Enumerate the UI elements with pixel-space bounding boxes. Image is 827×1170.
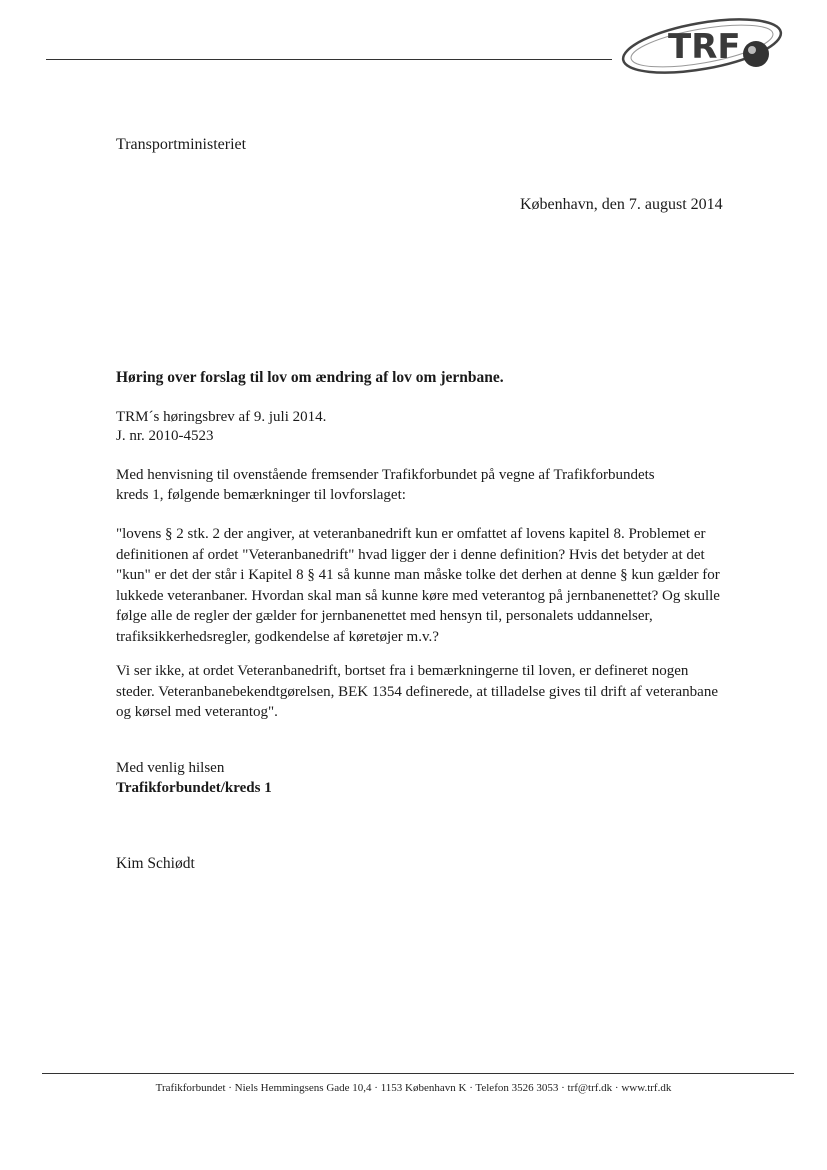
organization-name: Trafikforbundet/kreds 1 — [116, 780, 272, 796]
text-line: lukkede veteranbaner. Hvordan skal man så kunne køre med veterantog på jernbanenettet? Og skulle — [116, 587, 720, 604]
trf-logo — [616, 14, 786, 76]
text-line: Med henvisning til ovenstående fremsender Trafikforbundet på vegne af Trafikforbundets — [116, 467, 655, 483]
reference-block — [116, 408, 326, 446]
second-paragraph — [116, 661, 816, 723]
subject-heading: Høring over forslag til lov om ændring af lov om jernbane. — [116, 369, 504, 386]
greeting: Med venlig hilsen — [116, 760, 225, 776]
footer-rule — [42, 1073, 794, 1074]
logo-text: TRF — [668, 27, 741, 67]
reference-line: TRM´s høringsbrev af 9. juli 2014. — [116, 409, 327, 425]
text-line: Vi ser ikke, at ordet Veteranbanedrift, bortset fra i bemærkningerne til loven, er defineret nogen — [116, 663, 689, 679]
reference-line: J. nr. 2010-4523 — [116, 428, 214, 444]
footer-address: Trafikforbundet · Niels Hemmingsens Gade 10,4 · 1153 København K · Telefon 3526 3053 · trf@trf.dk · www.trf.dk — [155, 1082, 672, 1094]
text-line: følge alle de regler der gælder for jernbanenettet med hensyn til, personalets uddannelser, — [116, 608, 653, 624]
header-rule — [46, 59, 612, 60]
text-line: definitionen af ordet "Veteranbanedrift" hvad ligger der i denne definition? Hvis det betyder at det — [116, 546, 705, 563]
closing-block — [116, 758, 272, 798]
recipient: Transportministeriet — [116, 136, 247, 153]
text-line: og kørsel med veterantog". — [116, 704, 278, 720]
quote-paragraph — [116, 524, 816, 647]
text-line: "kun" er det der står i Kapitel 8 § 41 så kunne man måske tolke det derhen at denne § kun gælder for — [116, 567, 720, 583]
text-line: trafiksikkerhedsregler, godkendelse af køretøjer m.v.? — [116, 628, 439, 645]
text-line: steder. Veteranbanebekendtgørelsen, BEK 1354 definerede, at tilladelse gives til drift af veteranbane — [116, 683, 718, 700]
intro-paragraph — [116, 465, 756, 505]
date-line: København, den 7. august 2014 — [520, 196, 723, 213]
text-line: kreds 1, følgende bemærkninger til lovforslaget: — [116, 487, 406, 503]
trf-logo-ball-icon — [616, 14, 786, 76]
text-line: "lovens § 2 stk. 2 der angiver, at veteranbanedrift kun er omfattet af lovens kapitel 8. Problemet er — [116, 526, 706, 542]
signer-name: Kim Schiødt — [116, 855, 195, 872]
